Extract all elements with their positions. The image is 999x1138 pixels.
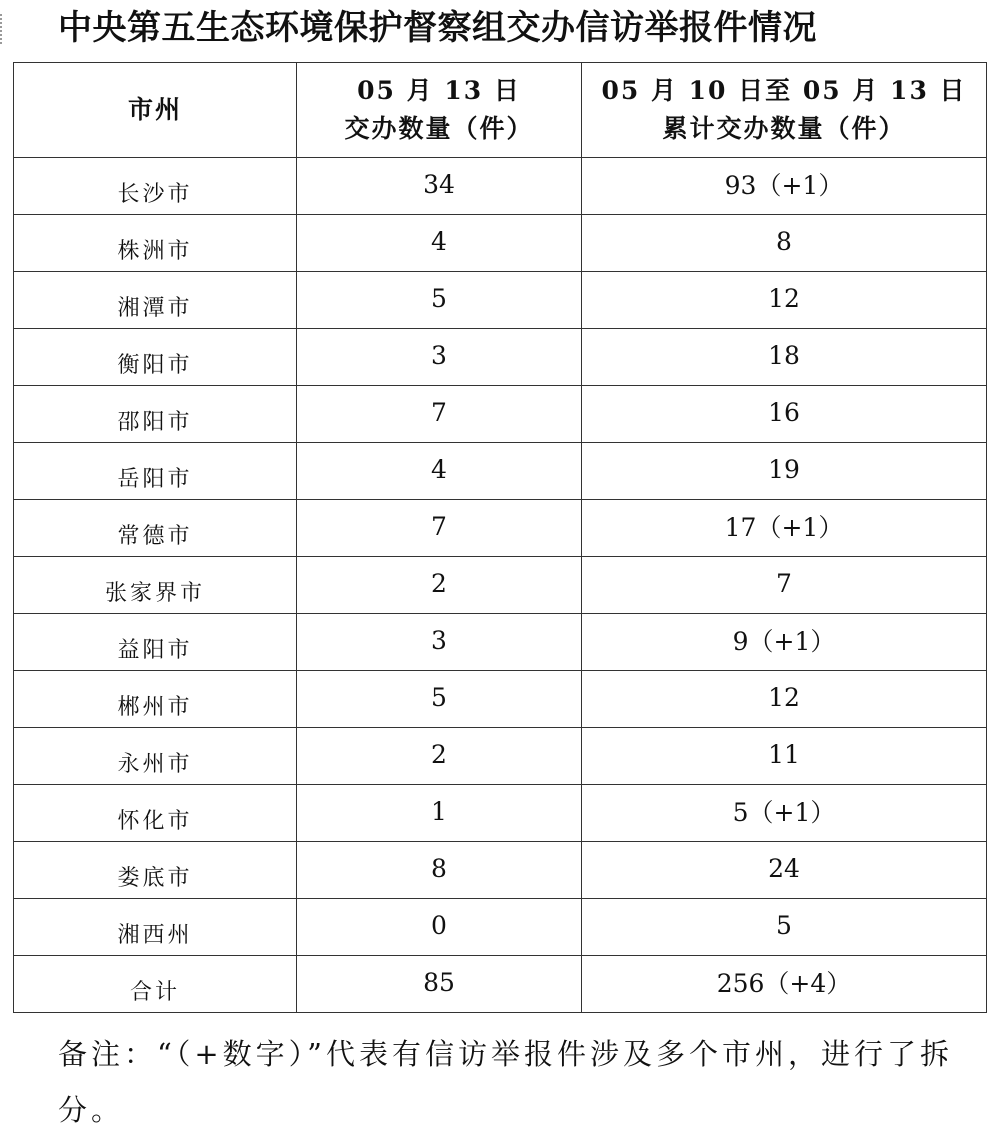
header-daily-date: 05 月 13 日 [357,76,521,105]
cumulative-count-cell: 16 [582,386,987,443]
table-row [14,899,987,956]
city-cell: 常德市 [14,500,297,557]
cumulative-count-cell: 12 [582,671,987,728]
cumulative-count-cell: 11 [582,728,987,785]
footnote: 备注：“（+数字）”代表有信访举报件涉及多个市州，进行了拆分。 [58,1037,953,1127]
cumulative-count-cell: 9（+1） [582,614,987,671]
daily-count-cell: 7 [297,386,582,443]
table-row [14,158,987,215]
daily-count-cell: 5 [297,671,582,728]
daily-count-cell: 7 [297,500,582,557]
daily-count-cell: 2 [297,557,582,614]
cumulative-count-cell: 5 [582,899,987,956]
table-header-row [14,63,987,158]
cumulative-count-cell: 8 [582,215,987,272]
daily-count-cell: 3 [297,329,582,386]
cumulative-count-cell: 19 [582,443,987,500]
table-row [14,842,987,899]
table-row [14,785,987,842]
cumulative-count-cell: 24 [582,842,987,899]
complaints-table [13,62,987,1013]
table-row [14,386,987,443]
daily-count-cell: 2 [297,728,582,785]
page-title: 中央第五生态环境保护督察组交办信访举报件情况 [58,8,817,48]
daily-count-cell: 0 [297,899,582,956]
header-daily-label: 交办数量（件） [344,114,534,143]
city-cell: 张家界市 [14,557,297,614]
table-row [14,671,987,728]
daily-count-cell: 85 [297,956,582,1013]
city-cell: 益阳市 [14,614,297,671]
city-cell: 岳阳市 [14,443,297,500]
city-cell: 永州市 [14,728,297,785]
city-cell: 邵阳市 [14,386,297,443]
table-row [14,329,987,386]
cumulative-count-cell: 17（+1） [582,500,987,557]
daily-count-cell: 5 [297,272,582,329]
cumulative-count-cell: 93（+1） [582,158,987,215]
cumulative-count-cell: 256（+4） [582,956,987,1013]
table-row [14,443,987,500]
daily-count-cell: 1 [297,785,582,842]
city-cell: 衡阳市 [14,329,297,386]
daily-count-cell: 34 [297,158,582,215]
city-cell: 郴州市 [14,671,297,728]
city-cell: 湘西州 [14,899,297,956]
daily-count-cell: 4 [297,443,582,500]
city-cell: 株洲市 [14,215,297,272]
header-daily-count [297,63,582,158]
city-cell: 怀化市 [14,785,297,842]
daily-count-cell: 4 [297,215,582,272]
header-cumulative-count [582,63,987,158]
table-row [14,500,987,557]
cumulative-count-cell: 7 [582,557,987,614]
table-row [14,215,987,272]
city-cell: 娄底市 [14,842,297,899]
table-row [14,557,987,614]
table-row [14,728,987,785]
header-city: 市州 [14,63,297,158]
cumulative-count-cell: 5（+1） [582,785,987,842]
daily-count-cell: 8 [297,842,582,899]
header-cumulative-date-range: 05 月 10 日至 05 月 13 日 [601,76,967,105]
cumulative-count-cell: 12 [582,272,987,329]
city-cell: 合计 [14,956,297,1013]
table-row [14,272,987,329]
daily-count-cell: 3 [297,614,582,671]
window-edge-marker [0,14,6,44]
city-cell: 湘潭市 [14,272,297,329]
header-cumulative-label: 累计交办数量（件） [662,114,906,143]
cumulative-count-cell: 18 [582,329,987,386]
table-total-row [14,956,987,1013]
city-cell: 长沙市 [14,158,297,215]
table-row [14,614,987,671]
